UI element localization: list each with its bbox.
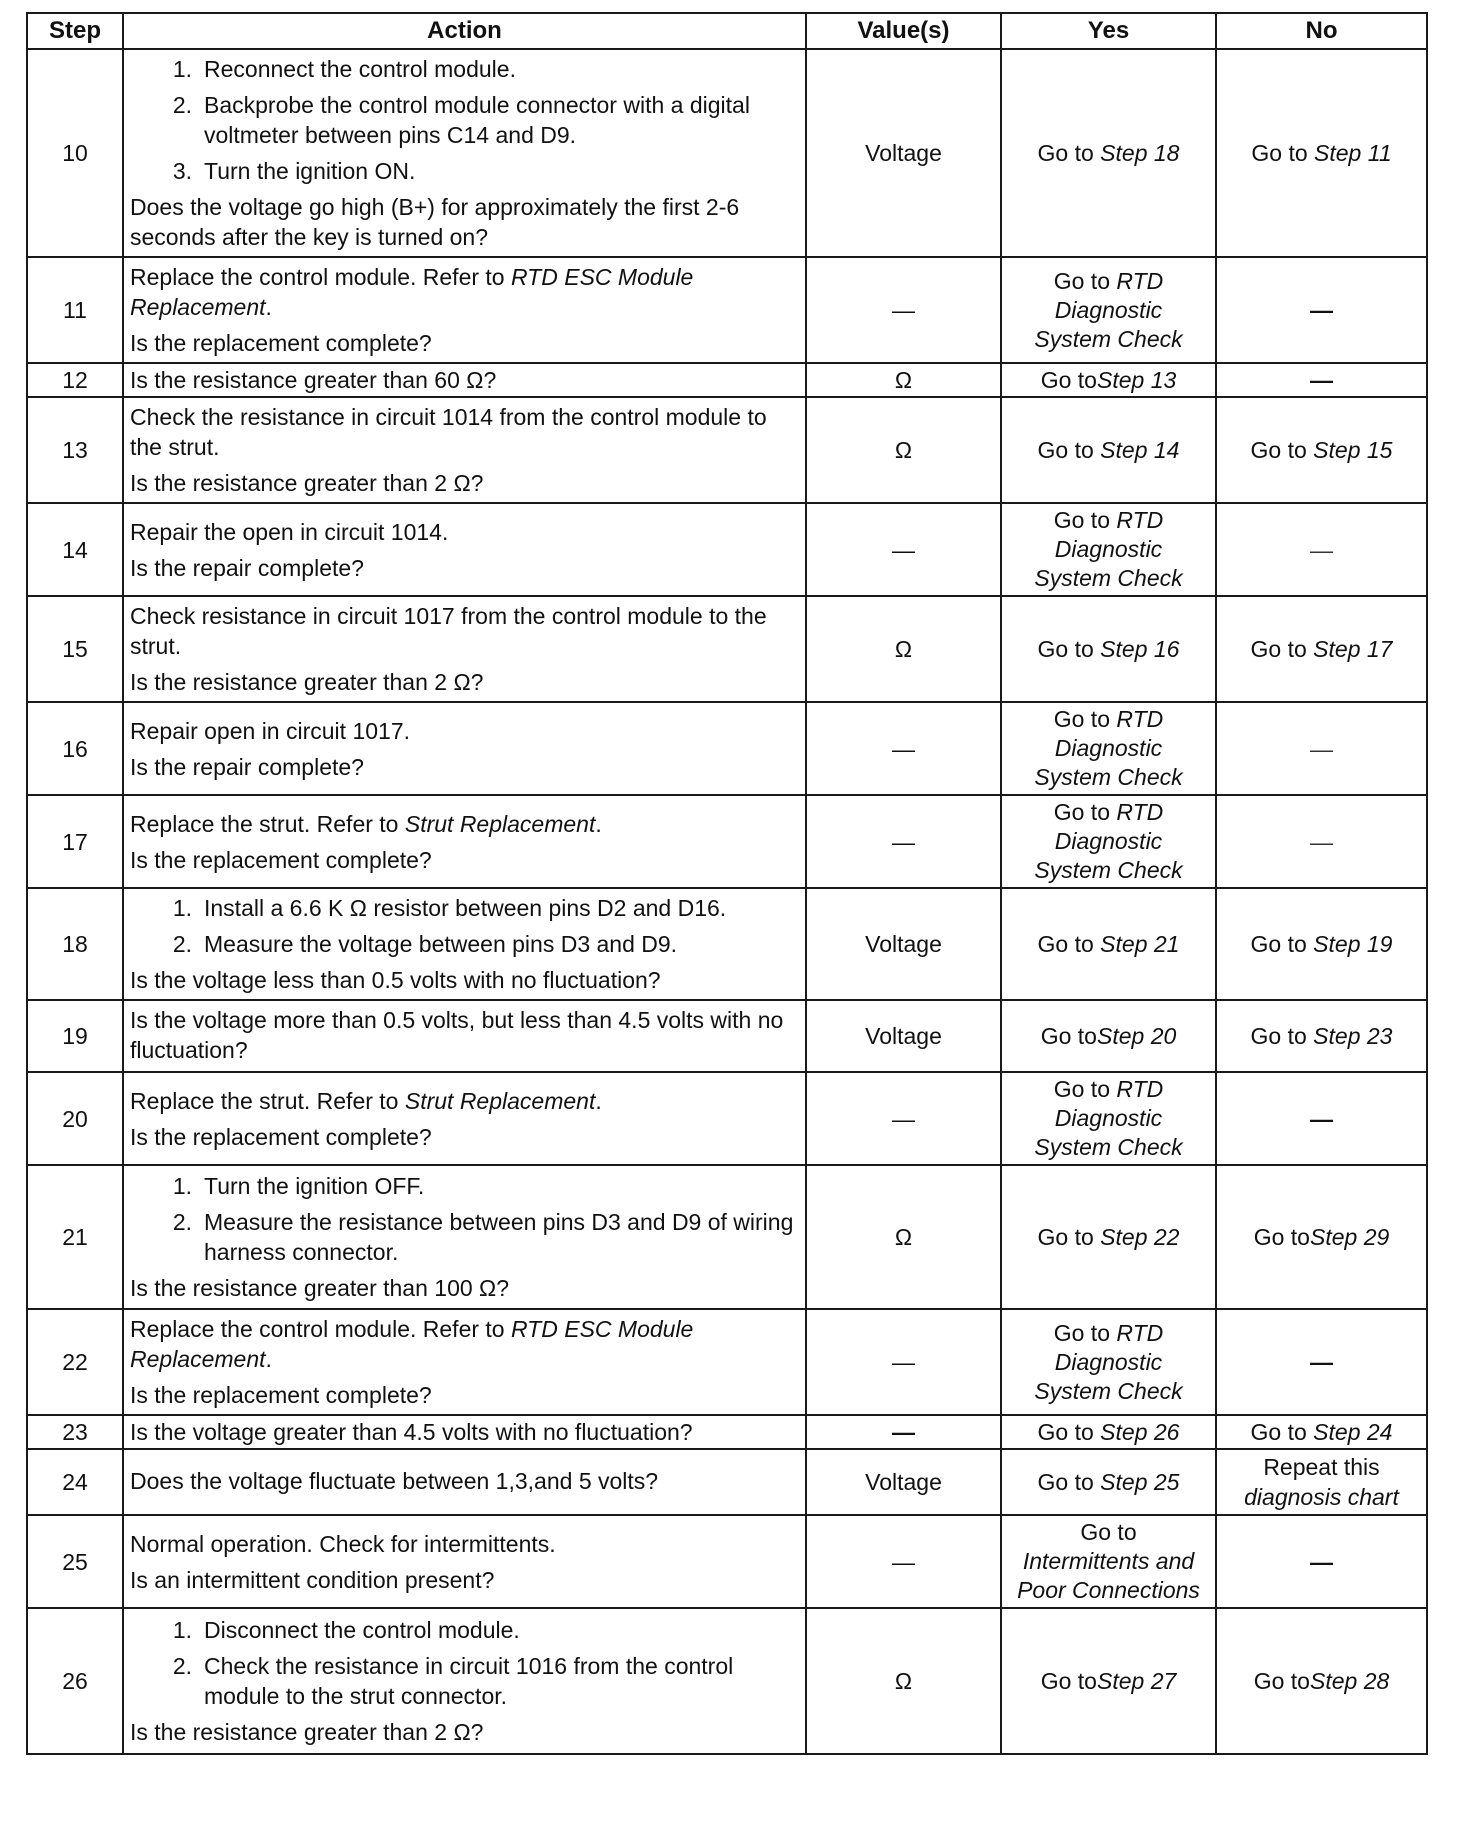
value-cell: Ω [806, 1165, 1001, 1309]
step-reference: Step 29 [1309, 1224, 1390, 1250]
value-cell: — [806, 795, 1001, 888]
action-question: Is an intermittent condition present? [130, 1566, 495, 1593]
table-row [27, 49, 1427, 257]
action-steps-list [130, 893, 799, 959]
action-cell [123, 1608, 806, 1754]
no-cell: Go toStep 29 [1216, 1165, 1427, 1309]
table-row [27, 702, 1427, 795]
no-cell: Go to Step 11 [1216, 49, 1427, 257]
table-row [27, 1165, 1427, 1309]
no-cell: — [1216, 1072, 1427, 1165]
step-number: 12 [27, 363, 123, 397]
step-number: 14 [27, 503, 123, 596]
no-cell: Go to Step 19 [1216, 888, 1427, 1000]
step-reference: Step 22 [1100, 1224, 1180, 1250]
diagnostic-table [26, 12, 1428, 1755]
step-reference: Step 25 [1100, 1469, 1180, 1495]
step-reference: Step 21 [1100, 931, 1180, 957]
header-step: Step [27, 13, 123, 49]
diagnostic-table-sheet [26, 12, 1426, 1755]
value-cell: Voltage [806, 888, 1001, 1000]
action-question: Is the voltage more than 0.5 volts, but less than 4.5 volts with no fluctuation? [130, 1007, 784, 1063]
value-cell: Voltage [806, 1449, 1001, 1515]
yes-cell: Go to Step 14 [1001, 397, 1216, 503]
value-cell: — [806, 1515, 1001, 1608]
header-yes: Yes [1001, 13, 1216, 49]
step-number: 26 [27, 1608, 123, 1754]
table-row [27, 503, 1427, 596]
table-row [27, 795, 1427, 888]
table-row [27, 363, 1427, 397]
step-reference: Step 16 [1100, 636, 1180, 662]
action-cell: Check resistance in circuit 1017 from the control module to the strut. Is the resistance greater than 2 Ω? [123, 596, 806, 702]
yes-cell: Go to RTD Diagnostic System Check [1001, 1309, 1216, 1415]
table-row [27, 257, 1427, 363]
step-number: 24 [27, 1449, 123, 1515]
action-question: Is the repair complete? [130, 753, 364, 780]
action-question: Does the voltage fluctuate between 1,3,and 5 volts? [130, 1468, 659, 1494]
list-item: 2. Check the resistance in circuit 1016 from the control module to the strut connector. [172, 1653, 734, 1709]
value-cell: — [806, 1309, 1001, 1415]
reference-link: Strut Replacement [404, 1087, 596, 1114]
step-reference: Step 27 [1096, 1668, 1177, 1694]
value-cell: — [806, 1415, 1001, 1449]
table-row [27, 1309, 1427, 1415]
list-item: 2. Measure the resistance between pins D3 and D9 of wiring harness connector. [172, 1209, 794, 1265]
list-item: 2. Backprobe the control module connector with a digital voltmeter between pins C14 and D9. [172, 92, 750, 148]
no-cell: — [1216, 702, 1427, 795]
list-item: 1. Turn the ignition OFF. [172, 1173, 425, 1199]
value-cell: Voltage [806, 1000, 1001, 1072]
yes-cell: Go to RTD Diagnostic System Check [1001, 795, 1216, 888]
table-row [27, 1515, 1427, 1608]
action-cell [123, 1000, 806, 1072]
action-question: Is the resistance greater than 2 Ω? [130, 470, 484, 496]
yes-cell: Go to Step 16 [1001, 596, 1216, 702]
step-reference: Step 20 [1096, 1023, 1177, 1049]
step-reference: Step 17 [1313, 636, 1393, 662]
step-reference: Step 18 [1100, 140, 1180, 166]
no-cell: — [1216, 257, 1427, 363]
yes-cell: Go to RTD Diagnostic System Check [1001, 702, 1216, 795]
reference-link: RTD ESC Module Replacement [130, 1316, 694, 1372]
step-number: 25 [27, 1515, 123, 1608]
table-row [27, 596, 1427, 702]
action-question: Is the replacement complete? [130, 1123, 432, 1150]
no-cell: Go to Step 17 [1216, 596, 1427, 702]
action-cell [123, 888, 806, 1000]
list-item: 2. Measure the voltage between pins D3 and D9. [172, 931, 678, 957]
no-cell: Go to Step 24 [1216, 1415, 1427, 1449]
yes-cell: Go to Step 21 [1001, 888, 1216, 1000]
value-cell: — [806, 702, 1001, 795]
no-cell: Go to Step 23 [1216, 1000, 1427, 1072]
header-value: Value(s) [806, 13, 1001, 49]
table-row [27, 1608, 1427, 1754]
table-row [27, 1072, 1427, 1165]
action-cell: Normal operation. Check for intermittents. Is an intermittent condition present? [123, 1515, 806, 1608]
action-steps-list [130, 1171, 799, 1267]
action-cell: Replace the control module. Refer to RTD ESC Module Replacement. Is the replacement complete? [123, 257, 806, 363]
action-cell: Check the resistance in circuit 1014 from the control module to the strut. Is the resistance greater than 2 Ω? [123, 397, 806, 503]
yes-cell: Go to Step 25 [1001, 1449, 1216, 1515]
header-action: Action [123, 13, 806, 49]
yes-cell: Go to Step 18 [1001, 49, 1216, 257]
list-item: 1. Install a 6.6 K Ω resistor between pins D2 and D16. [172, 895, 727, 921]
step-number: 10 [27, 49, 123, 257]
yes-cell: Go to RTD Diagnostic System Check [1001, 257, 1216, 363]
step-reference: Step 13 [1096, 367, 1177, 393]
action-cell: Replace the strut. Refer to Strut Replacement. Is the replacement complete? [123, 1072, 806, 1165]
value-cell: — [806, 503, 1001, 596]
no-cell: — [1216, 1309, 1427, 1415]
action-cell: Repair the open in circuit 1014. Is the repair complete? [123, 503, 806, 596]
action-cell [123, 1415, 806, 1449]
step-number: 15 [27, 596, 123, 702]
action-question: Is the voltage greater than 4.5 volts with no fluctuation? [130, 1419, 693, 1445]
value-cell: — [806, 257, 1001, 363]
action-question: Is the resistance greater than 2 Ω? [130, 1719, 484, 1745]
step-number: 23 [27, 1415, 123, 1449]
no-cell: Go to Step 15 [1216, 397, 1427, 503]
step-reference: Step 15 [1313, 437, 1393, 463]
list-item: 1. Disconnect the control module. [172, 1617, 520, 1643]
yes-cell: Go toStep 13 [1001, 363, 1216, 397]
no-cell: — [1216, 795, 1427, 888]
action-cell: Replace the control module. Refer to RTD ESC Module Replacement. Is the replacement complete? [123, 1309, 806, 1415]
action-question: Is the replacement complete? [130, 1382, 432, 1408]
value-cell: Ω [806, 397, 1001, 503]
step-number: 11 [27, 257, 123, 363]
yes-cell: Go to RTD Diagnostic System Check [1001, 503, 1216, 596]
table-row [27, 1415, 1427, 1449]
reference-link: RTD ESC Module Replacement [130, 264, 694, 320]
yes-cell: Go to Step 26 [1001, 1415, 1216, 1449]
table-row [27, 1449, 1427, 1515]
step-reference: Step 26 [1100, 1419, 1180, 1445]
list-item: 3. Turn the ignition ON. [172, 158, 416, 184]
yes-cell: Go to RTD Diagnostic System Check [1001, 1072, 1216, 1165]
action-question: Is the replacement complete? [130, 846, 432, 873]
action-cell [123, 49, 806, 257]
step-number: 20 [27, 1072, 123, 1165]
action-question: Does the voltage go high (B+) for approximately the first 2-6 seconds after the key is turned on? [130, 194, 740, 250]
step-reference: Step 14 [1100, 437, 1180, 463]
action-question: Is the resistance greater than 60 Ω? [130, 367, 497, 393]
step-number: 19 [27, 1000, 123, 1072]
yes-cell: Go to Intermittents and Poor Connections [1001, 1515, 1216, 1608]
action-steps-list [130, 54, 799, 186]
no-cell: Go toStep 28 [1216, 1608, 1427, 1754]
step-reference: Step 19 [1313, 931, 1393, 957]
no-cell: — [1216, 503, 1427, 596]
reference-link: Strut Replacement [404, 810, 596, 837]
table-row [27, 888, 1427, 1000]
action-cell: Repair open in circuit 1017. Is the repair complete? [123, 702, 806, 795]
table-row [27, 397, 1427, 503]
step-number: 17 [27, 795, 123, 888]
action-question: Is the repair complete? [130, 554, 364, 581]
step-reference: Step 11 [1314, 140, 1392, 166]
no-cell: Repeat this diagnosis chart [1216, 1449, 1427, 1515]
no-cell: — [1216, 1515, 1427, 1608]
yes-cell: Go to Step 22 [1001, 1165, 1216, 1309]
action-question: Is the resistance greater than 100 Ω? [130, 1275, 510, 1301]
value-cell: — [806, 1072, 1001, 1165]
action-cell [123, 1449, 806, 1515]
step-number: 21 [27, 1165, 123, 1309]
yes-cell: Go toStep 27 [1001, 1608, 1216, 1754]
value-cell: Voltage [806, 49, 1001, 257]
action-question: Is the resistance greater than 2 Ω? [130, 669, 484, 695]
step-reference: Step 28 [1309, 1668, 1390, 1694]
step-number: 13 [27, 397, 123, 503]
action-question: Is the voltage less than 0.5 volts with no fluctuation? [130, 967, 661, 993]
header-row [27, 13, 1427, 49]
yes-cell: Go toStep 20 [1001, 1000, 1216, 1072]
step-number: 18 [27, 888, 123, 1000]
action-steps-list [130, 1615, 799, 1711]
header-no: No [1216, 13, 1427, 49]
step-reference: Step 23 [1313, 1023, 1393, 1049]
action-cell [123, 1165, 806, 1309]
action-question: Is the replacement complete? [130, 330, 432, 356]
step-number: 16 [27, 702, 123, 795]
value-cell: Ω [806, 1608, 1001, 1754]
list-item: 1. Reconnect the control module. [172, 56, 516, 82]
action-cell: Replace the strut. Refer to Strut Replacement. Is the replacement complete? [123, 795, 806, 888]
action-cell [123, 363, 806, 397]
step-reference: Step 24 [1313, 1419, 1393, 1445]
value-cell: Ω [806, 363, 1001, 397]
step-number: 22 [27, 1309, 123, 1415]
table-row [27, 1000, 1427, 1072]
value-cell: Ω [806, 596, 1001, 702]
no-cell: — [1216, 363, 1427, 397]
